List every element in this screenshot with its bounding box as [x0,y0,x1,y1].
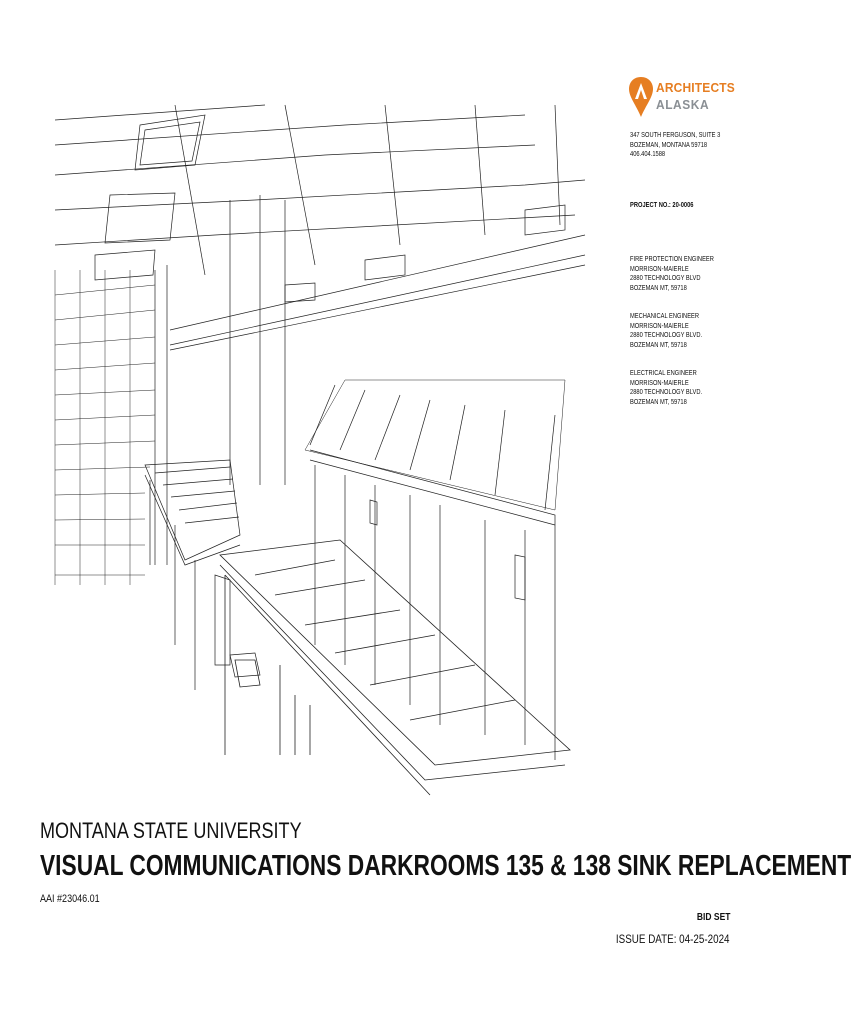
logo-mark-icon [628,75,654,119]
ceiling-grid [55,105,585,280]
engineer-line: 2880 TECHNOLOGY BLVD. [630,332,703,339]
engineer-line: 2880 TECHNOLOGY BLVD. [630,389,703,396]
engineer-line: MORRISON-MAIERLE [630,379,689,387]
engineer-block-electrical [630,369,718,407]
left-wall [55,270,155,585]
issue-date: ISSUE DATE: 04-25-2024 [616,932,730,946]
address-line: 347 SOUTH FERGUSON, SUITE 3 [630,132,721,139]
phone-line: 406.404.1588 [630,151,666,158]
engineer-block-fire-protection [630,255,732,293]
darkroom-perspective-drawing [55,105,630,805]
engineer-role: ELECTRICAL ENGINEER [630,370,697,377]
main-sink [220,540,570,795]
column [155,195,285,565]
project-title: VISUAL COMMUNICATIONS DARKROOMS 135 & 138 SINK REPLACEMENT [40,850,851,882]
firm-info-column [630,131,765,406]
engineer-line: MORRISON-MAIERLE [630,322,689,330]
engineer-role: FIRE PROTECTION ENGINEER [630,256,714,263]
engineer-block-mechanical [630,312,718,350]
project-number: PROJECT NO.: 20-0006 [630,202,694,209]
engineer-line: BOZEMAN MT, 59718 [630,398,687,406]
logo-text-architects: ARCHITECTS [656,80,735,95]
logo-text-alaska: ALASKA [656,97,710,112]
left-sink [145,460,260,690]
address-line: BOZEMAN, MONTANA 59718 [630,141,708,149]
engineer-line: 2880 TECHNOLOGY BLVD [630,275,701,282]
bid-set-label: BID SET [696,912,730,923]
upper-soffit [170,205,585,350]
engineer-line: BOZEMAN MT, 59718 [630,341,687,349]
engineer-line: BOZEMAN MT, 59718 [630,284,687,292]
engineer-role: MECHANICAL ENGINEER [630,313,700,320]
aai-number: AAI #23046.01 [40,893,100,905]
engineer-line: MORRISON-MAIERLE [630,265,689,273]
university-name: MONTANA STATE UNIVERSITY [40,818,302,843]
architects-alaska-logo [628,75,738,123]
